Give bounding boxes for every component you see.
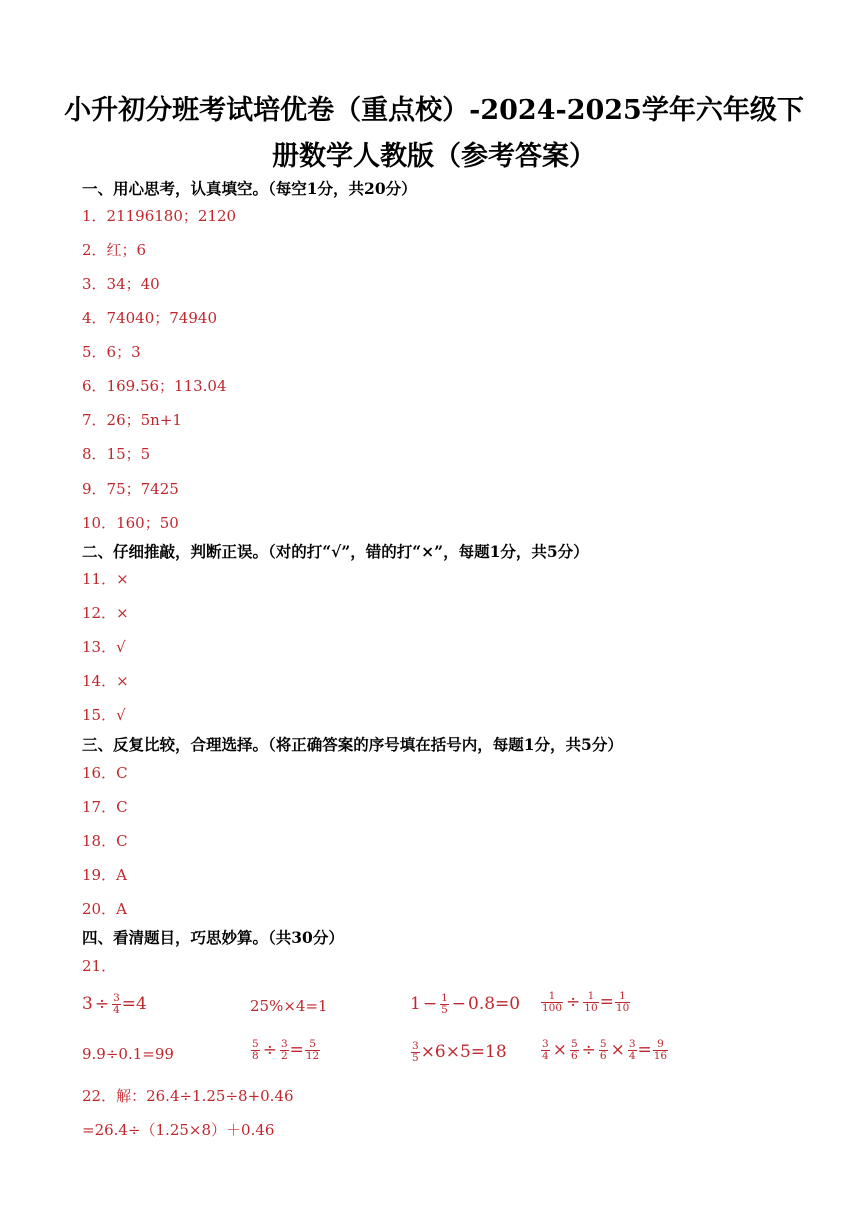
calc-r1c3: 1 − $\frac{1}{5}$ − 0.8=0	[410, 992, 521, 1016]
calc-r1c1: 3 ÷ $\frac{3}{4}$ =4	[82, 992, 147, 1016]
calc-r1c4: $\frac{1}{100}$ ÷ $\frac{1}{10}$ = $\frac{1}{10}$	[542, 990, 630, 1014]
answer-16: 16．C	[82, 764, 128, 782]
answer-17: 17．C	[82, 798, 128, 816]
answer-21: 21．	[82, 957, 117, 975]
section-3-heading: 三、反复比较，合理选择。（将正确答案的序号填在括号内，每题1分，共5分）	[82, 735, 623, 754]
answer-13: 13．√	[82, 638, 126, 656]
answer-18: 18．C	[82, 832, 128, 850]
answer-1: 1．21196180；2120	[82, 207, 237, 225]
calc-r2c1: 9.9÷0.1=99	[82, 1045, 174, 1063]
answer-6: 6．169.56；113.04	[82, 377, 227, 395]
document-title-line-1: 小升初分班考试培优卷（重点校）-2024-2025学年六年级下	[64, 95, 804, 126]
answer-22-line-1: 22．解：26.4÷1.25÷8+0.46	[82, 1087, 294, 1105]
answer-10: 10．160；50	[82, 514, 179, 532]
calc-r1c2: 25%×4=1	[250, 997, 328, 1015]
answer-22-line-2: =26.4÷（1.25×8）＋0.46	[82, 1121, 275, 1139]
section-2-heading: 二、仔细推敲，判断正误。（对的打“√”，错的打“×”，每题1分，共5分）	[82, 542, 589, 561]
answer-19: 19．A	[82, 866, 127, 884]
answer-20: 20．A	[82, 900, 127, 918]
answer-3: 3．34；40	[82, 275, 160, 293]
answer-9: 9．75；7425	[82, 480, 179, 498]
calc-r2c2: $\frac{5}{8}$ ÷ $\frac{3}{2}$ = $\frac{5}{12}$	[252, 1038, 320, 1062]
answer-14: 14．×	[82, 672, 129, 690]
answer-15: 15．√	[82, 706, 126, 724]
answer-5: 5．6；3	[82, 343, 141, 361]
answer-7: 7．26；5n+1	[82, 411, 182, 429]
section-4-heading: 四、看清题目，巧思妙算。（共30分）	[82, 928, 344, 947]
document-title-line-2: 册数学人教版（参考答案）	[272, 141, 596, 172]
calc-r2c3: $\frac{3}{5}$ ×6×5=18	[412, 1040, 507, 1064]
section-1-heading: 一、用心思考，认真填空。（每空1分，共20分）	[82, 179, 417, 198]
answer-4: 4．74040；74940	[82, 309, 217, 327]
answer-2: 2．红；6	[82, 241, 147, 259]
answer-8: 8．15；5	[82, 445, 151, 463]
answer-11: 11．×	[82, 570, 129, 588]
calc-r2c4: $\frac{3}{4}$ × $\frac{5}{6}$ ÷ $\frac{5}{6}$ × $\frac{3}{4}$ = $\frac{9}{16}$	[542, 1038, 668, 1062]
answer-12: 12．×	[82, 604, 129, 622]
